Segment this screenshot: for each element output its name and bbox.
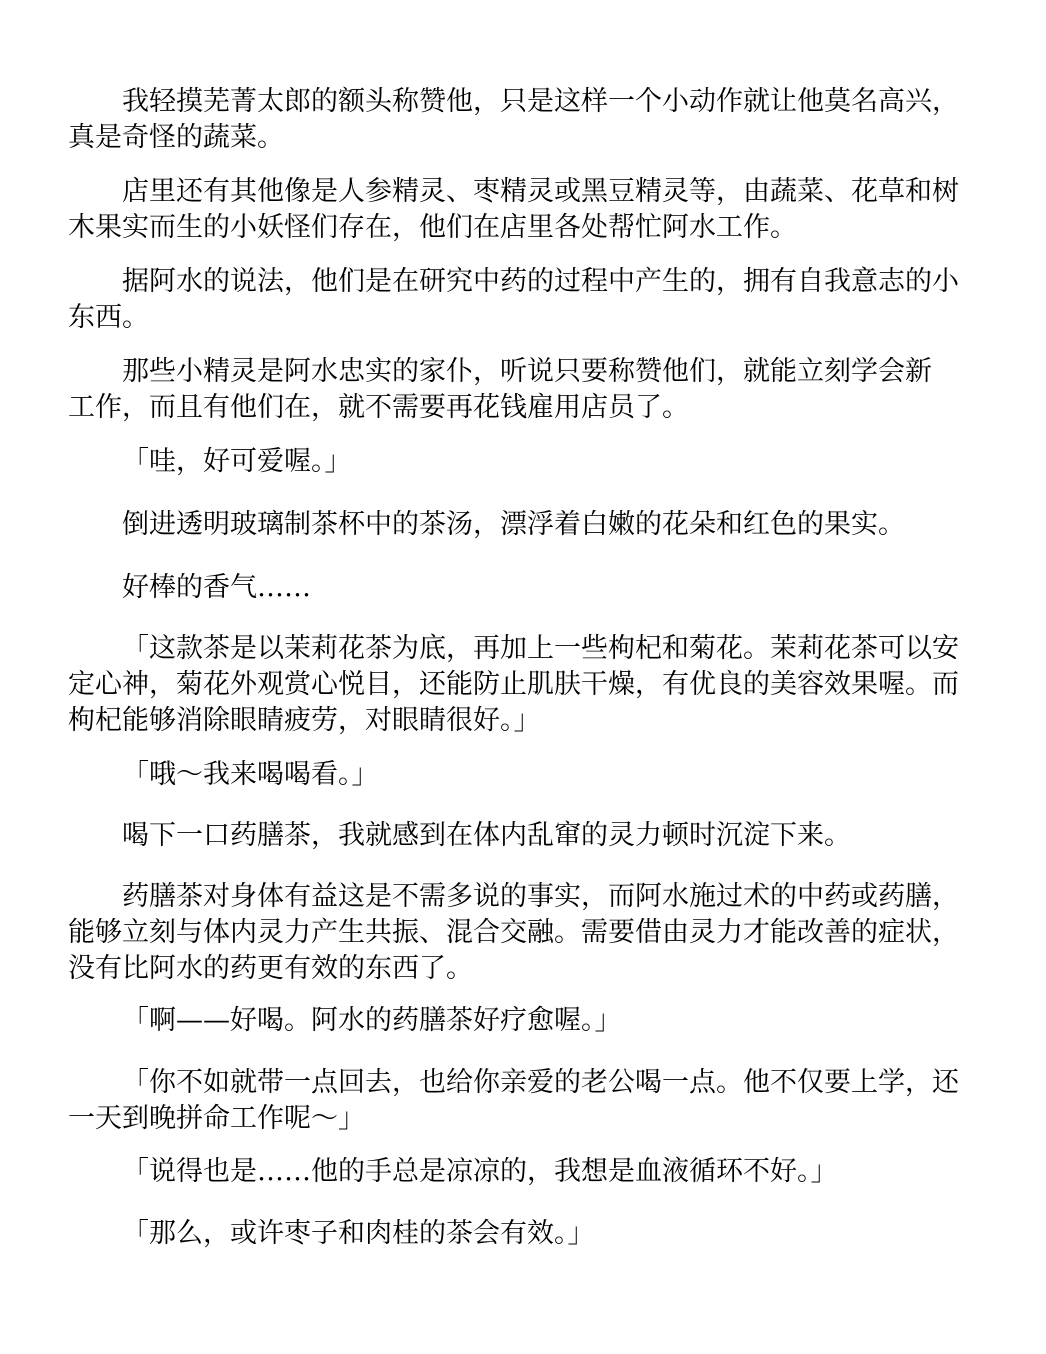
- paragraph-9: 「哦～我来喝喝看。」: [122, 759, 379, 790]
- paragraph-6: 倒进透明玻璃制茶杯中的茶汤，漂浮着白嫩的花朵和红色的果实。: [122, 509, 905, 540]
- paragraph-14: 「说得也是……他的手总是凉凉的，我想是血液循环不好。」: [122, 1156, 838, 1187]
- paragraph-11: 药膳茶对身体有益这是不需多说的事实，而阿水施过术的中药或药膳，能够立刻与体内灵力产生共振、混合交融。需要借由灵力才能改善的症状，没有比阿水的药更有效的东西了。: [68, 881, 959, 984]
- paragraph-3: 据阿水的说法，他们是在研究中药的过程中产生的，拥有自我意志的小东西。: [68, 266, 959, 333]
- paragraph-12: 「啊——好喝。阿水的药膳茶好疗愈喔。」: [122, 1005, 622, 1036]
- paragraph-2: 店里还有其他像是人参精灵、枣精灵或黑豆精灵等，由蔬菜、花草和树木果实而生的小妖怪们存在，他们在店里各处帮忙阿水工作。: [68, 176, 959, 243]
- paragraph-5: 「哇，好可爱喔。」: [122, 446, 352, 477]
- paragraph-10: 喝下一口药膳茶，我就感到在体内乱窜的灵力顿时沉淀下来。: [122, 820, 851, 851]
- paragraph-4: 那些小精灵是阿水忠实的家仆，听说只要称赞他们，就能立刻学会新工作，而且有他们在，就不需要再花钱雇用店员了。: [68, 356, 932, 423]
- paragraph-13: 「你不如就带一点回去，也给你亲爱的老公喝一点。他不仅要上学，还一天到晚拼命工作呢～」: [68, 1067, 959, 1134]
- paragraph-7: 好棒的香气……: [122, 572, 311, 603]
- paragraph-8: 「这款茶是以茉莉花茶为底，再加上一些枸杞和菊花。茉莉花茶可以安定心神，菊花外观赏心悦目，还能防止肌肤干燥，有优良的美容效果喔。而枸杞能够消除眼睛疲劳，对眼睛很好。」: [68, 633, 959, 736]
- paragraph-1: 我轻摸芜菁太郎的额头称赞他，只是这样一个小动作就让他莫名高兴，真是奇怪的蔬菜。: [68, 86, 959, 153]
- paragraph-15: 「那么，或许枣子和肉桂的茶会有效。」: [122, 1218, 595, 1249]
